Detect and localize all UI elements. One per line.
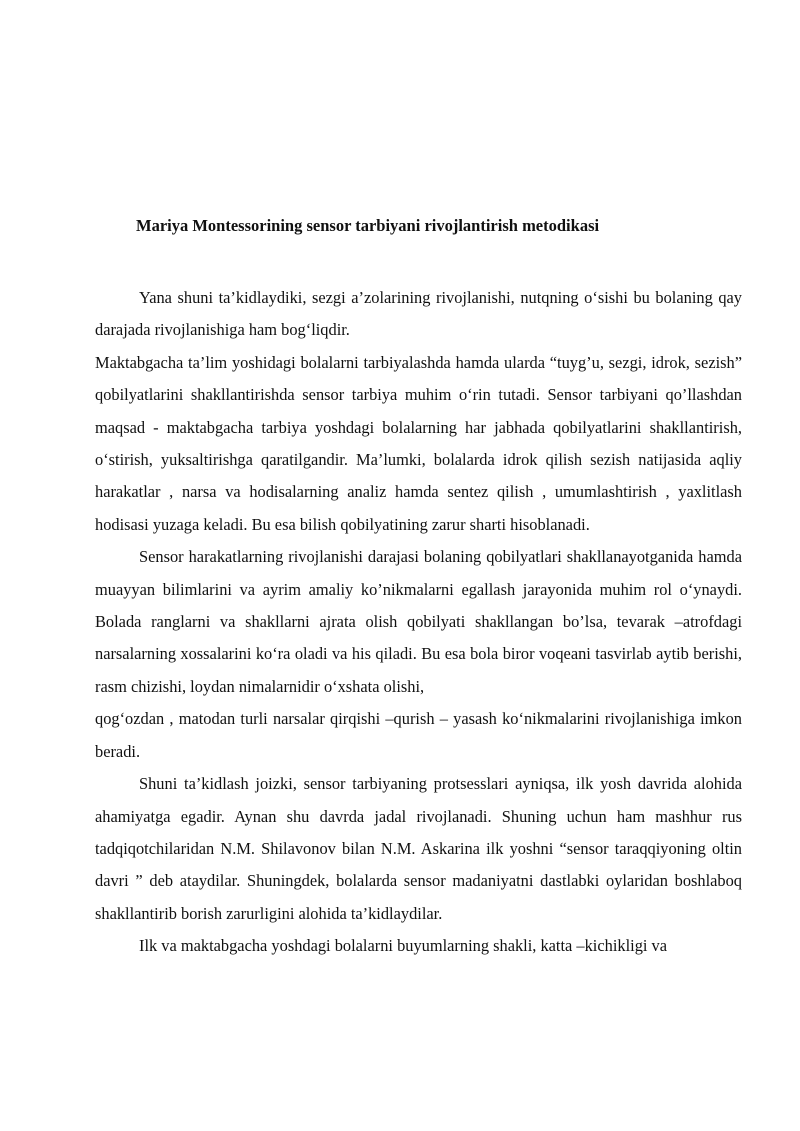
paragraph: Yana shuni ta’kidlaydiki, sezgi a’zolarining rivojlanishi, nutqning o‘sishi bu bolaning qay darajada rivojlanishiga ham bog‘liqdir. (95, 288, 742, 340)
paragraph: Ilk va maktabgacha yoshdagi bolalarni buyumlarning shakli, katta –kichikligi va (139, 936, 668, 956)
paragraph: qog‘ozdan , matodan turli narsalar qirqishi –qurish – yasash ko‘nikmalarini rivojlanishiga imkon beradi. (95, 709, 742, 761)
document-title: Mariya Montessorining sensor tarbiyani rivojlantirish metodikasi (136, 216, 600, 235)
document-body (95, 282, 742, 963)
paragraph: Maktabgacha ta’lim yoshidagi bolalarni tarbiyalashda hamda ularda “tuyg’u, sezgi, idrok, sezish” qobilyatlarini shakllantirishda sensor tarbiya muhim o‘rin tutadi. Sensor tarbiyani qo’llashdan maqsad - maktabgacha tarbiya yoshdagi bolalarning har jabhada qobilyatlarini shakllantirish, o‘stirish, yuksaltirishga qaratilgandir. Ma’lumki, bolalarda idrok qilish sezish natijasida aqliy harakatlar , narsa va hodisalarning analiz hamda sentez qilish , umumlashtirish , yaxlitlash hodisasi yuzaga keladi. Bu esa bilish qobilyatining zarur sharti hisoblanadi. (95, 352, 742, 534)
paragraph: Shuni ta’kidlash joizki, sensor tarbiyaning protsesslari ayniqsa, ilk yosh davrida alohida ahamiyatga egadir. Aynan shu davrda jadal rivojlanadi. Shuning uchun ham mashhur rus tadqiqotchilaridan N.M. Shilavonov bilan N.M. Askarina ilk yoshni “sensor taraqqiyoning oltin davri ” deb ataydilar. Shuningdek, bolalarda sensor madaniyatni dastlabki oylaridan boshlaboq shakllantirib borish zarurligini alohida ta’kidlaydilar. (95, 774, 742, 923)
paragraph: Sensor harakatlarning rivojlanishi darajasi bolaning qobilyatlari shakllanayotganida hamda muayyan bilimlarini va ayrim amaliy ko’nikmalarni egallash jarayonida muhim rol o‘ynaydi. Bolada ranglarni va shakllarni ajrata olish qobilyati shakllangan bo’lsa, tevarak –atrofdagi narsalarning xossalarini ko‘ra oladi va his qiladi. Bu esa bola biror voqeani tasvirlab aytib berishi, rasm chizishi, loydan nimalarnidir o‘xshata olishi, (95, 547, 742, 696)
